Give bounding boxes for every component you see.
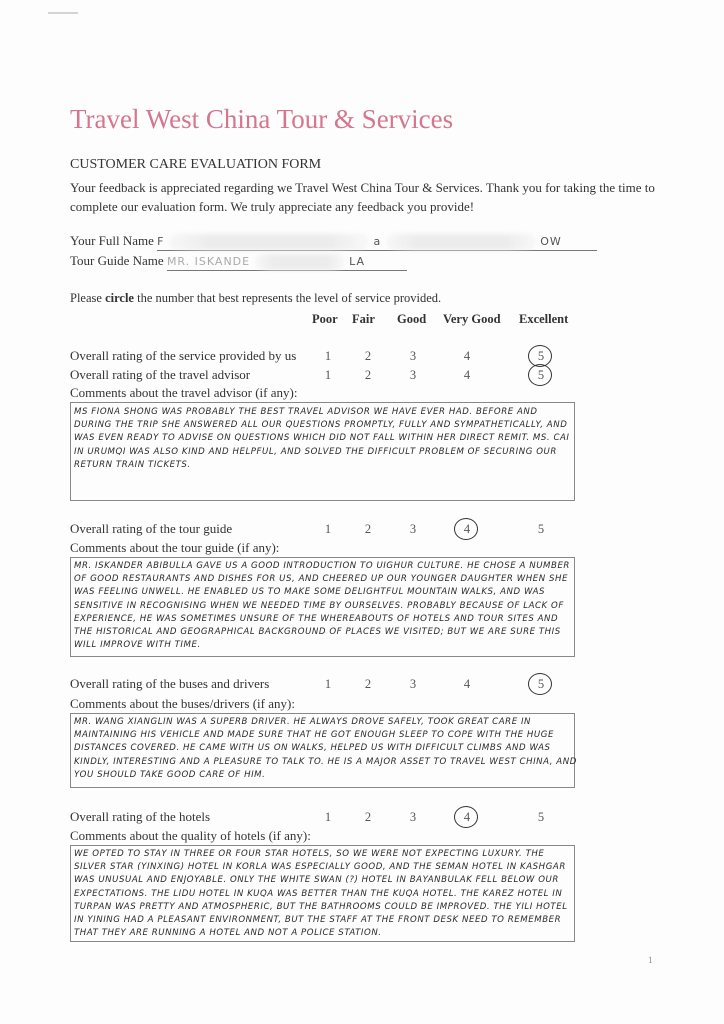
- rating-option-1[interactable]: 1: [324, 522, 332, 536]
- rating-option-3[interactable]: 3: [409, 677, 417, 691]
- rating-option-5[interactable]: 5: [533, 677, 549, 692]
- rating-option-2[interactable]: 2: [364, 368, 372, 382]
- rating-option-2[interactable]: 2: [364, 677, 372, 691]
- rating-label-travel-advisor: Overall rating of the travel advisor: [70, 367, 251, 382]
- redaction-blur: [169, 234, 369, 250]
- full-name-value-mid: a: [373, 235, 382, 248]
- full-name-field[interactable]: [157, 234, 597, 251]
- rating-option-3[interactable]: 3: [409, 349, 417, 363]
- comments-label-travel-advisor: Comments about the travel advisor (if any):: [70, 385, 298, 400]
- comment-text-hotels: WE OPTED TO STAY IN THREE OR FOUR STAR HOTELS, SO WE WERE NOT EXPECTING LUXURY. THE SILVER STAR (YINXING) HOTEL IN KORLA WAS ESPECIALLY GOOD, AND THE SEMAN HOTEL IN KASHGAR WAS UNUSUAL AND ENJOYABLE. ONLY THE WHITE SWAN (?) HOTEL IN BAYANBULAK FELL BELOW OUR EXPECTATIONS. THE LIDU HOTEL IN KUQA WAS BETTER THAN THE KUQA HOTEL. THE KAREZ HOTEL IN TURPAN WAS PRETTY AND ATMOSPHERIC, BUT THE BATHROOMS COULD BE IMPROVED. THE YILI HOTEL IN YINING HAD A PLEASANT ENVIRONMENT, BUT THE STAFF AT THE FRONT DESK NEED TO REMEMBER THAT THEY ARE RUNNING A HOTEL AND NOT A POLICE STATION.: [74, 849, 568, 939]
- rating-option-2[interactable]: 2: [364, 349, 372, 363]
- full-name-row: [70, 233, 597, 251]
- rating-option-5[interactable]: 5: [533, 368, 549, 383]
- scale-label-poor: Poor: [312, 312, 338, 326]
- scale-label-good: Good: [397, 312, 427, 326]
- rating-option-2[interactable]: 2: [364, 522, 372, 536]
- rating-option-4[interactable]: 4: [463, 368, 471, 382]
- rating-option-2[interactable]: 2: [364, 810, 372, 824]
- rating-option-4[interactable]: 4: [463, 677, 471, 691]
- instruction-before: Please: [70, 291, 106, 305]
- redaction-blur: [255, 254, 345, 270]
- comment-text-tour-guide: MR. ISKANDER ABIBULLA GAVE US A GOOD INTRODUCTION TO UIGHUR CULTURE. HE CHOSE A NUMBER OF GOOD RESTAURANTS AND DISHES FOR US, AND CHEERED UP OUR YOUNGER DAUGHTER WHEN SHE WAS FEELING UNWELL. HE ENABLED US TO MAKE SOME DELIGHTFUL MOUNTAIN WALKS, AND WAS SENSITIVE IN RECOGNISING WHEN WE NEEDED TIME BY OURSELVES. PROBABLY BECAUSE OF LACK OF EXPERIENCE, HE WAS SOMETIMES UNSURE OF THE WHEREABOUTS OF HOTELS AND TOUR SITES AND THE HISTORICAL AND GEOGRAPHICAL BACKGROUND OF PLACES WE VISITED; BUT WE ARE SURE THIS WILL IMPROVE WITH TIME.: [74, 561, 570, 651]
- scale-label-very-good: Very Good: [443, 312, 501, 326]
- comments-label-buses-drivers: Comments about the buses/drivers (if any):: [70, 696, 295, 711]
- rating-option-4[interactable]: 4: [459, 810, 475, 825]
- guide-name-label: Tour Guide Name: [70, 253, 164, 268]
- rating-option-5[interactable]: 5: [533, 349, 549, 364]
- redaction-blur: [386, 234, 536, 250]
- rating-option-1[interactable]: 1: [324, 677, 332, 691]
- scan-mark: [48, 12, 78, 14]
- instruction-text: [70, 291, 441, 306]
- rating-option-1[interactable]: 1: [324, 368, 332, 382]
- guide-name-field[interactable]: [167, 254, 407, 271]
- instruction-bold: circle: [105, 291, 134, 305]
- comments-label-hotels: Comments about the quality of hotels (if any):: [70, 828, 311, 843]
- rating-label-service: Overall rating of the service provided by us: [70, 348, 297, 363]
- guide-name-value-end: LA: [349, 255, 365, 268]
- rating-option-3[interactable]: 3: [409, 522, 417, 536]
- rating-label-buses-drivers: Overall rating of the buses and drivers: [70, 676, 270, 691]
- comment-text-buses-drivers: MR. WANG XIANGLIN WAS A SUPERB DRIVER. HE ALWAYS DROVE SAFELY, TOOK GREAT CARE IN MAINTAINING HIS VEHICLE AND MADE SURE THAT HE GOT ENOUGH SLEEP TO COPE WITH THE HUGE DISTANCES COVERED. HE CAME WITH US ON WALKS, HELPED US WITH DIFFICULT CLIMBS AND WAS KINDLY, INTERESTING AND A PLEASURE TO TALK TO. HE IS A MAJOR ASSET TO TRAVEL WEST CHINA, AND YOU SHOULD TAKE GOOD CARE OF HIM.: [74, 717, 577, 780]
- rating-option-4[interactable]: 4: [463, 349, 471, 363]
- guide-name-row: [70, 253, 407, 271]
- full-name-value-end: OW: [540, 235, 562, 248]
- instruction-after: the number that best represents the level of service provided.: [133, 291, 442, 305]
- scale-label-excellent: Excellent: [519, 312, 569, 326]
- rating-option-1[interactable]: 1: [324, 349, 332, 363]
- scale-label-fair: Fair: [352, 312, 375, 326]
- intro-text: Your feedback is appreciated regarding we Travel West China Tour & Services. Thank you for taking the time to complete our evaluation form. We truly appreciate any feedback you provide!: [70, 180, 655, 214]
- form-heading: CUSTOMER CARE EVALUATION FORM: [70, 157, 322, 172]
- comment-text-travel-advisor: MS FIONA SHONG WAS PROBABLY THE BEST TRAVEL ADVISOR WE HAVE EVER HAD. BEFORE AND DURING THE TRIP SHE ANSWERED ALL OUR QUESTIONS PROMPTLY, FULLY AND SYMPATHETICALLY, AND WAS EVEN READY TO ADVISE ON QUESTIONS WHICH DID NOT FALL WITHIN HER DIRECT REMIT. MS. CAI IN URUMQI WAS ALSO KIND AND HELPFUL, AND SOLVED THE DIFFICULT PROBLEM OF SECURING OUR RETURN TRAIN TICKETS.: [74, 407, 570, 470]
- rating-option-4[interactable]: 4: [459, 522, 475, 537]
- full-name-value-start: F: [157, 235, 165, 248]
- full-name-label: Your Full Name: [70, 233, 154, 248]
- company-title: Travel West China Tour & Services: [70, 104, 454, 134]
- rating-option-5[interactable]: 5: [537, 522, 545, 536]
- rating-option-1[interactable]: 1: [324, 810, 332, 824]
- rating-label-hotels: Overall rating of the hotels: [70, 809, 211, 824]
- guide-name-value-start: MR. ISKANDE: [166, 255, 251, 268]
- page-number: 1: [648, 955, 653, 965]
- rating-label-tour-guide: Overall rating of the tour guide: [70, 521, 233, 536]
- rating-option-3[interactable]: 3: [409, 810, 417, 824]
- rating-option-5[interactable]: 5: [537, 810, 545, 824]
- rating-option-3[interactable]: 3: [409, 368, 417, 382]
- comments-label-tour-guide: Comments about the tour guide (if any):: [70, 540, 280, 555]
